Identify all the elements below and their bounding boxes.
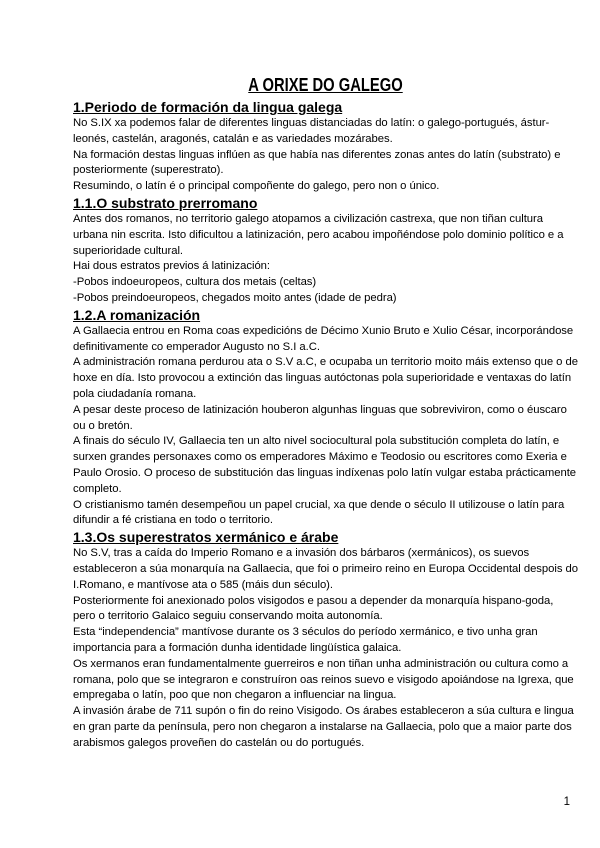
paragraph: Esta “independencia” mantívose durante os 3 séculos do período xermánico, e tivo unha gran importancia para a formación dunha identidade lingüística galaica. (73, 626, 538, 654)
paragraph: Antes dos romanos, no territorio galego atopamos a civilización castrexa, que non tiñan cultura urbana nin escrita. Isto dificultou a latinización, pero acabou impoñéndose polo dominio político e a superioridade cultural. (73, 212, 564, 257)
document-title: A ORIXE DO GALEGO (248, 75, 403, 95)
section-substrato (73, 195, 578, 307)
section-romanizacion (73, 307, 578, 529)
paragraph: Resumindo, o latín é o principal compoñente do galego, pero non o único. (73, 180, 440, 193)
paragraph: Hai dous estratos previos á latinización: (73, 260, 271, 273)
paragraph: Na formación destas linguas inflúen as que había nas diferentes zonas antes do latín (substrato) e posteriormente (superestrato). (73, 148, 561, 177)
page-number: 1 (563, 796, 570, 808)
paragraph: No S.IX xa podemos falar de diferentes linguas distanciadas do latín: o galego-portugués, ástur-leonés, castelán, aragonés, catalán e as variedades mozárabes. (73, 117, 550, 145)
paragraph: -Pobos indoeuropeos, cultura dos metais (celtas) (73, 276, 317, 289)
paragraph: A Gallaecia entrou en Roma coas expedicións de Décimo Xunio Bruto e Xulio César, incorporándose definitivamente co emperador Augusto no S.I a.C. (73, 324, 574, 353)
section-heading: 1.Periodo de formación da lingua galega (73, 99, 343, 115)
paragraph: O cristianismo tamén desempeñou un papel crucial, xa que dende o século II utilizouse o latín para difundir a fé cristiana en todo o territorio. (73, 498, 565, 527)
paragraph: Posteriormente foi anexionado polos visigodos e pasou a depender da monarquía hispano-goda, pero o territorio Galaico seguiu conservando moita autonomía. (73, 594, 554, 623)
paragraph: -Pobos preindoeuropeos, chegados moito antes (idade de pedra) (73, 291, 397, 304)
section-heading: 1.1.O substrato prerromano (73, 194, 258, 211)
section-heading: 1.3.Os superestratos xermánico e árabe (73, 529, 339, 546)
paragraph: A administración romana perdurou ata o S.V a.C, e ocupaba un territorio moito máis extenso que o de hoxe en día. Isto provocou a extinción das linguas autóctonas pola superioridade e ventaxas do latín pola ciudadanía romana. (73, 356, 578, 400)
paragraph: A invasión árabe de 711 supón o fin do reino Visigodo. Os árabes estableceron a súa cultura e lingua en gran parte da península, pero non chegaron a instalarse na Gallaecia, polo que a maior parte dos arabismos galegos proveñen do castelán ou do portugués. (73, 705, 574, 749)
section-superestratos (73, 529, 578, 751)
paragraph: A pesar deste proceso de latinización houberon algunhas linguas que sobreviviron, como o éuscaro ou o bretón. (73, 403, 567, 432)
section-formacion (73, 99, 578, 195)
document-page (73, 74, 578, 751)
section-heading: 1.2.A romanización (73, 306, 201, 323)
paragraph: A finais do século IV, Gallaecia ten un alto nivel sociocultural pola substitución completa do latín, e surxen grandes personaxes como os emperadores Máximo e Teodosio ou escritores como Exeria e Paulo Orosio. O proceso de substitución das linguas indíxenas polo latín vulgar estaba prácticamente completo. (73, 435, 577, 495)
paragraph: No S.V, tras a caída do Imperio Romano e a invasión dos bárbaros (xermánicos), os suevos estableceron a súa monarquía na Gallaecia, que foi o primeiro reino en Europa Occidental despois do I.Romano, e mantívose ata o 585 (máis dun século). (73, 547, 578, 591)
paragraph: Os xermanos eran fundamentalmente guerreiros e non tiñan unha administración ou cultura como a romana, polo que se integraron e construíron oas reinos suevo e visigodo apoiándose na Igrexa, que empregaba o latín, poo que non chegaron a influenciar na lingua. (73, 657, 574, 702)
